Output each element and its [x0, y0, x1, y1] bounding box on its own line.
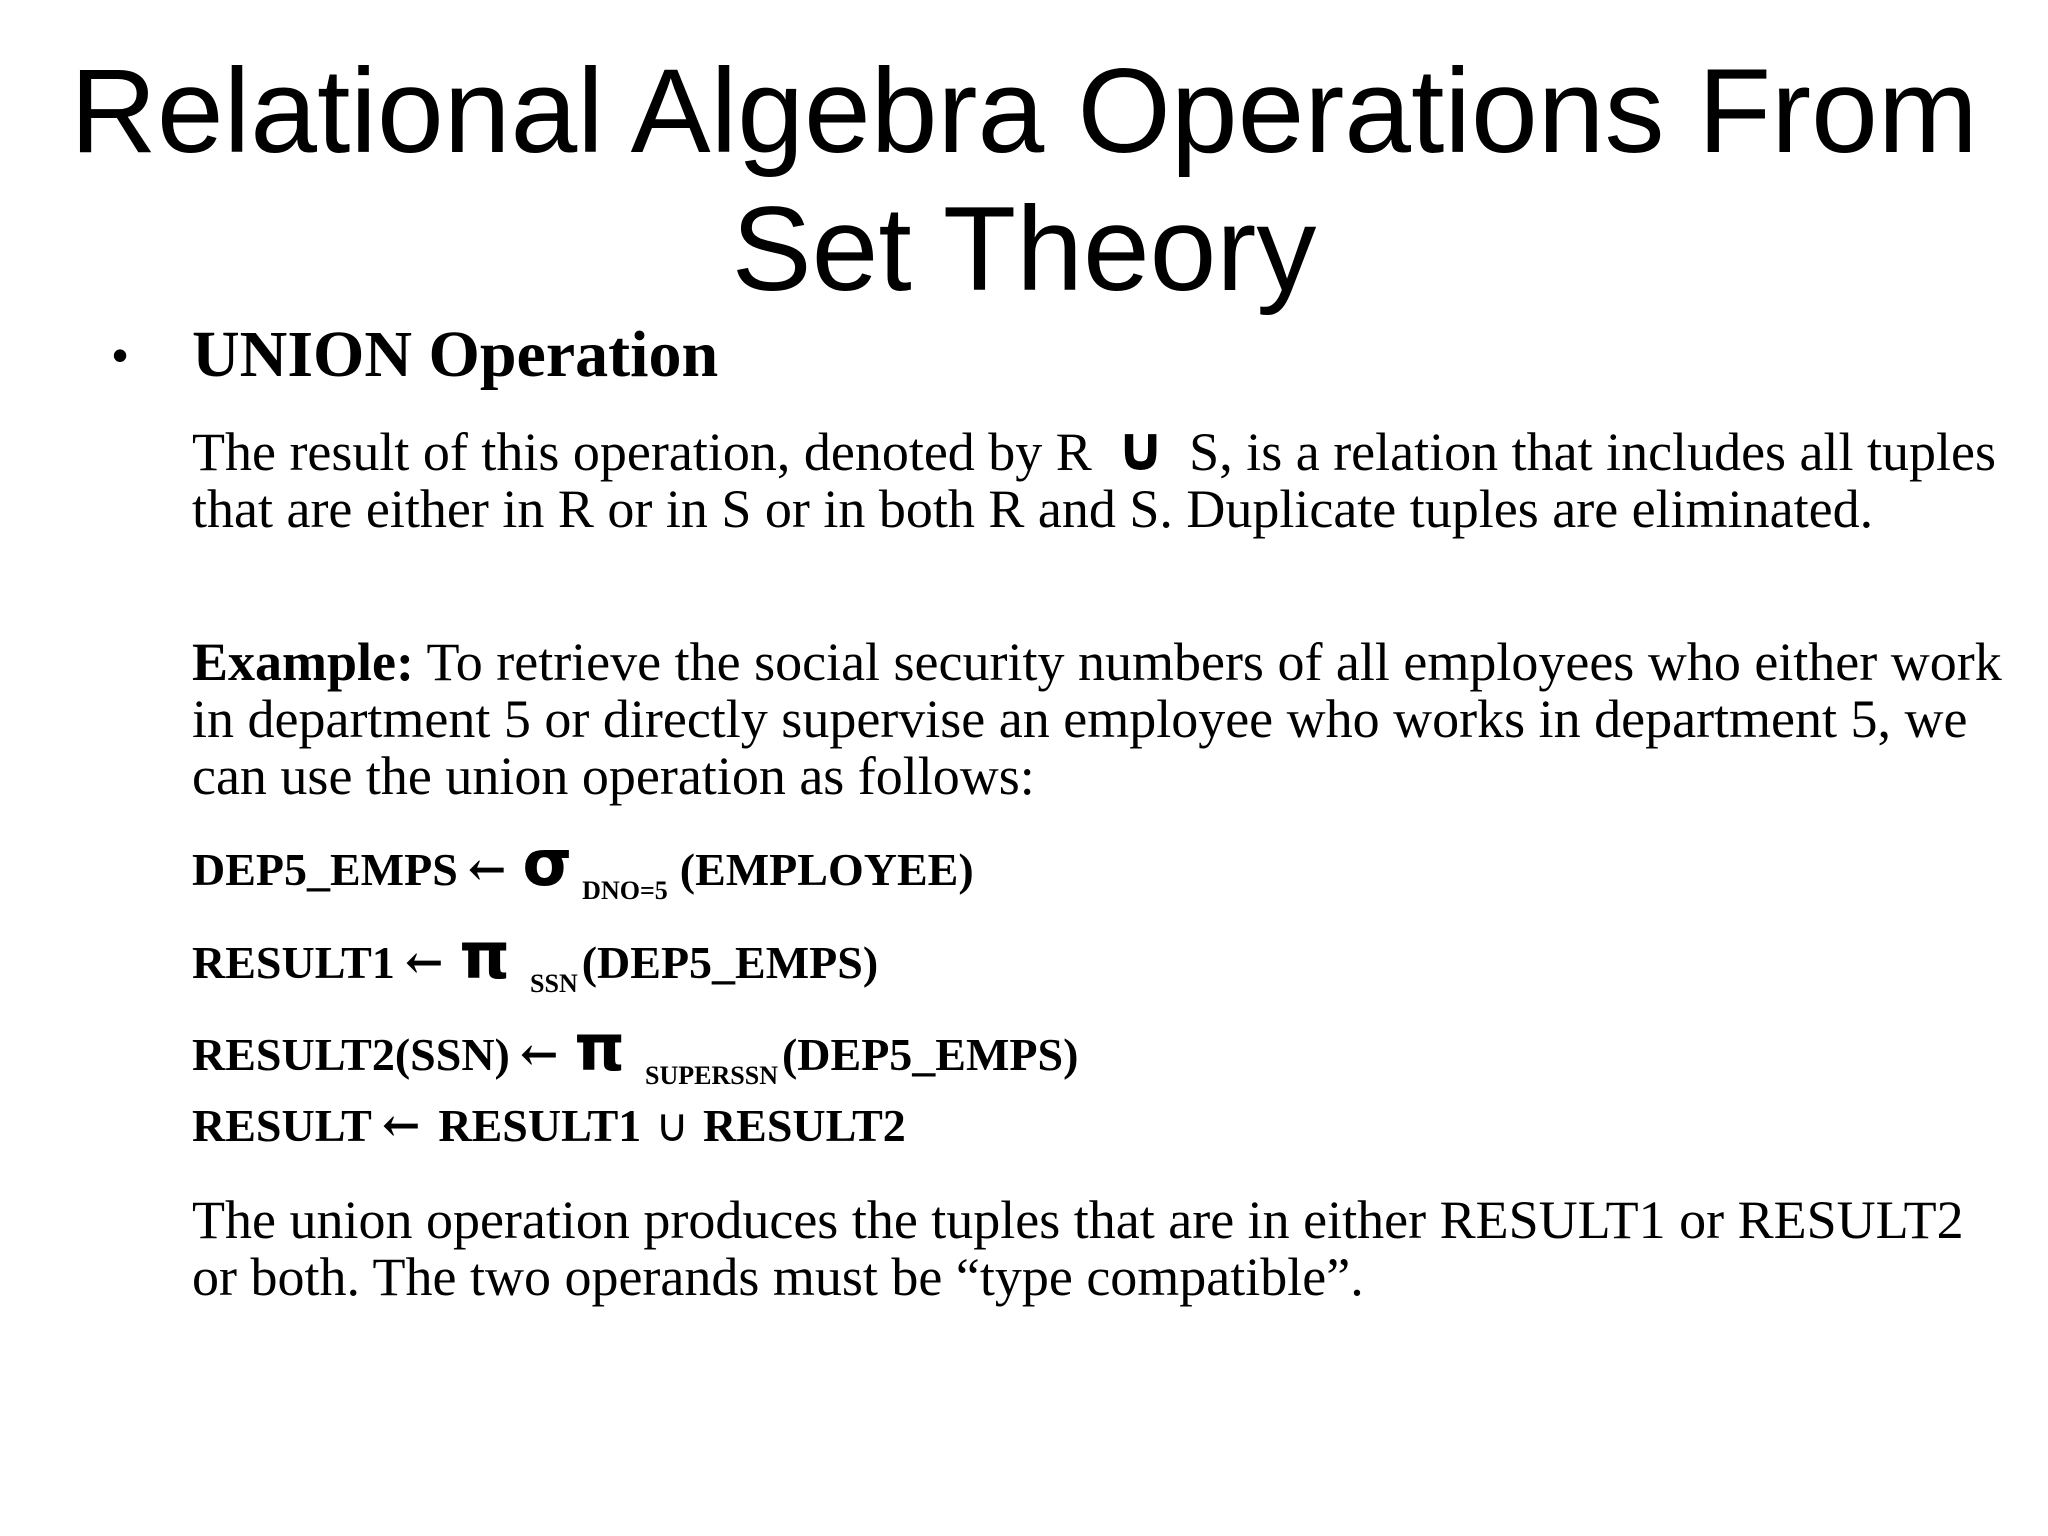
bullet-heading: UNION Operation	[192, 318, 719, 391]
example-label: Example:	[192, 632, 414, 692]
bullet-icon: •	[112, 329, 129, 381]
example-text: To retrieve the social security numbers of all employees who either work in department 5 or directly supervise an employee who works in department 5, we can use the union operation as follows:	[192, 632, 2002, 806]
definition-text-end: S, is a relation that includes all tuples that are either in R or in S or in both R and S. Duplicate tuples are eliminated.	[192, 422, 1997, 539]
formula-lhs: RESULT2(SSN)	[192, 1029, 510, 1080]
assign-arrow-icon: ←	[404, 935, 444, 989]
slide-title	[60, 42, 1988, 318]
project-operator-icon: π	[459, 920, 511, 994]
definition-paragraph	[192, 412, 2022, 539]
formula-subscript: DNO=5	[582, 876, 668, 905]
formula-result1	[192, 920, 879, 998]
formula-lhs: RESULT1	[192, 937, 395, 988]
formula-left-operand: RESULT1	[438, 1100, 642, 1151]
formula-result2	[192, 1012, 1079, 1090]
formula-lhs: DEP5_EMPS	[192, 844, 458, 895]
example-paragraph	[192, 634, 2022, 805]
formula-rhs: (DEP5_EMPS)	[581, 937, 879, 988]
assign-arrow-icon: ←	[467, 842, 507, 896]
formula-rhs: (EMPLOYEE)	[679, 844, 974, 895]
project-operator-icon: π	[574, 1012, 626, 1086]
formula-subscript: SSN	[530, 969, 578, 998]
formula-dep5-emps	[192, 827, 974, 905]
assign-arrow-icon: ←	[381, 1098, 421, 1152]
definition-text-start: The result of this operation, denoted by R	[192, 422, 1106, 482]
conclusion-paragraph: The union operation produces the tuples that are in either RESULT1 or RESULT2 or both. The two operands must be “type compatible”.	[192, 1190, 1964, 1307]
assign-arrow-icon: ←	[519, 1027, 559, 1081]
formula-subscript: SUPERSSN	[645, 1061, 778, 1090]
formula-right-operand: RESULT2	[702, 1100, 906, 1151]
union-operator-icon: ∪	[655, 1098, 689, 1152]
union-symbol-icon: ∪	[1115, 412, 1166, 485]
bullet-item	[112, 315, 718, 395]
formula-result	[192, 1098, 906, 1152]
title-line-1: Relational Algebra Operations From	[70, 44, 1978, 178]
select-operator-icon: σ	[522, 827, 573, 901]
formula-lhs: RESULT	[192, 1100, 372, 1151]
formula-rhs: (DEP5_EMPS)	[781, 1029, 1079, 1080]
title-line-2: Set Theory	[731, 182, 1317, 316]
